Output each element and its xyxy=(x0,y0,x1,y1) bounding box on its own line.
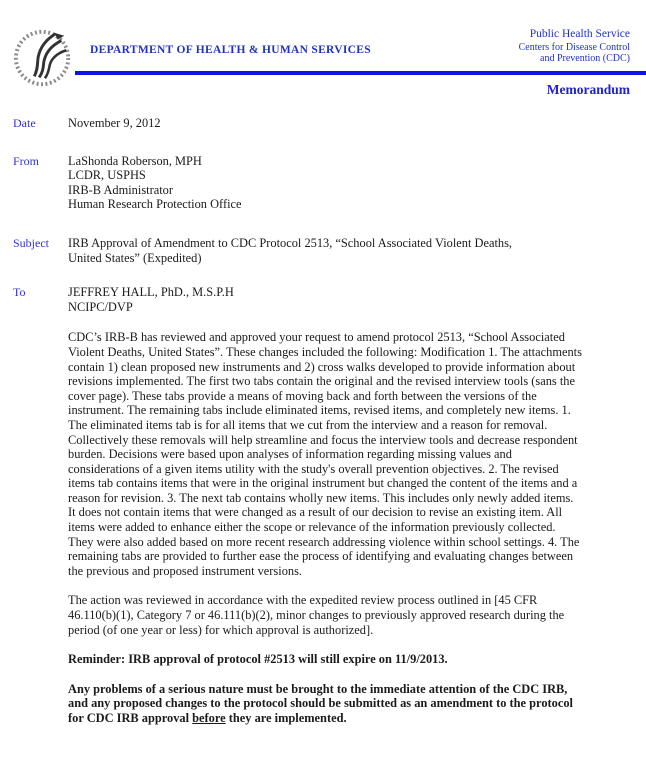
from-label: From xyxy=(13,153,40,168)
agency-line-cdc-1: Centers for Disease Control xyxy=(518,41,630,53)
from-row xyxy=(0,154,646,212)
final-paragraph xyxy=(68,682,583,726)
subject-row xyxy=(0,236,646,265)
agency-line-phs: Public Health Service xyxy=(529,28,630,40)
subject-label: Subject xyxy=(13,235,49,250)
from-value xyxy=(68,154,646,212)
memorandum-label: Memorandum xyxy=(546,82,630,97)
agency-block xyxy=(519,28,630,65)
body-paragraph-1: CDC’s IRB-B has reviewed and approved your request to amend protocol 2513, “School Associated Violent Deaths, United States”. These changes included the following: Modification 1. The attachments contain 1) clean proposed new instruments and 2) cross walks developed to provide information about revisions implemented. The first two tabs contain the original and the revised interview tools (sans the cover page). These tabs provide a means of moving back and forth between the versions of the instrument. The remaining tabs include eliminated items, revised items, and completely new items. 1. The eliminated items tab is for all items that we cut from the interview and a reason for removal. Collectively these removals will help streamline and focus the interview tools and decrease respondent burden. Decisions were based upon analyses of information regarding missing values and considerations of a given items utility with the study's overall prevention objectives. 2. The revised items tab contains items that were in the original instrument but changed the content of the items and a reason for revision. 3. The next tab contains wholly new items. This includes only newly added items. It does not contain items that were changed as a result of our decision to revise an existing item. All items were added to enhance either the scope or relevance of the information previously collected. They were also added based on more recent research addressing violence within school settings. 4. The remaining tabs are provided to further ease the process of identifying and evaluating changes between the previous and proposed instrument versions. xyxy=(68,330,582,578)
subject-value: IRB Approval of Amendment to CDC Protocol 2513, “School Associated Violent Deaths, United States” (Expedited) xyxy=(68,235,513,265)
memo-body xyxy=(68,330,583,725)
to-line: NCIPC/DVP xyxy=(68,299,133,314)
department-title: DEPARTMENT OF HEALTH & HUMAN SERVICES xyxy=(90,44,371,56)
header-rule xyxy=(75,71,646,75)
from-line: IRB-B Administrator xyxy=(68,182,173,197)
to-line: JEFFREY HALL, PhD., M.S.P.H xyxy=(68,285,234,300)
to-row xyxy=(0,285,646,314)
body-paragraph-2: The action was reviewed in accordance with the expedited review process outlined in [45 CFR 46.110(b)(1), Category 7 or 46.111(b)(2), minor changes to previously approved research during the period (of one year or less) for which approval is authorized]. xyxy=(68,593,565,637)
final-paragraph-post: they are implemented. xyxy=(225,711,347,725)
memo-header xyxy=(0,26,646,106)
from-line: LaShonda Roberson, MPH xyxy=(68,153,202,168)
final-paragraph-underlined-word: before xyxy=(192,711,226,725)
agency-line-cdc-2: and Prevention (CDC) xyxy=(540,53,630,65)
final-paragraph-pre: Any problems of a serious nature must be brought to the immediate attention of the CDC IRB, and any proposed changes to the protocol should be submitted as an amendment to the protocol for CDC IRB approval xyxy=(68,681,573,725)
date-label: Date xyxy=(13,116,36,130)
from-line: LCDR, USPHS xyxy=(68,168,146,183)
date-value: November 9, 2012 xyxy=(68,116,161,130)
hhs-eagle-logo xyxy=(13,26,75,90)
reminder-paragraph: Reminder: IRB approval of protocol #2513 will still expire on 11/9/2013. xyxy=(68,652,448,667)
to-label: To xyxy=(13,285,26,300)
date-row xyxy=(0,116,646,131)
from-line: Human Research Protection Office xyxy=(68,197,242,212)
to-value xyxy=(68,285,646,314)
